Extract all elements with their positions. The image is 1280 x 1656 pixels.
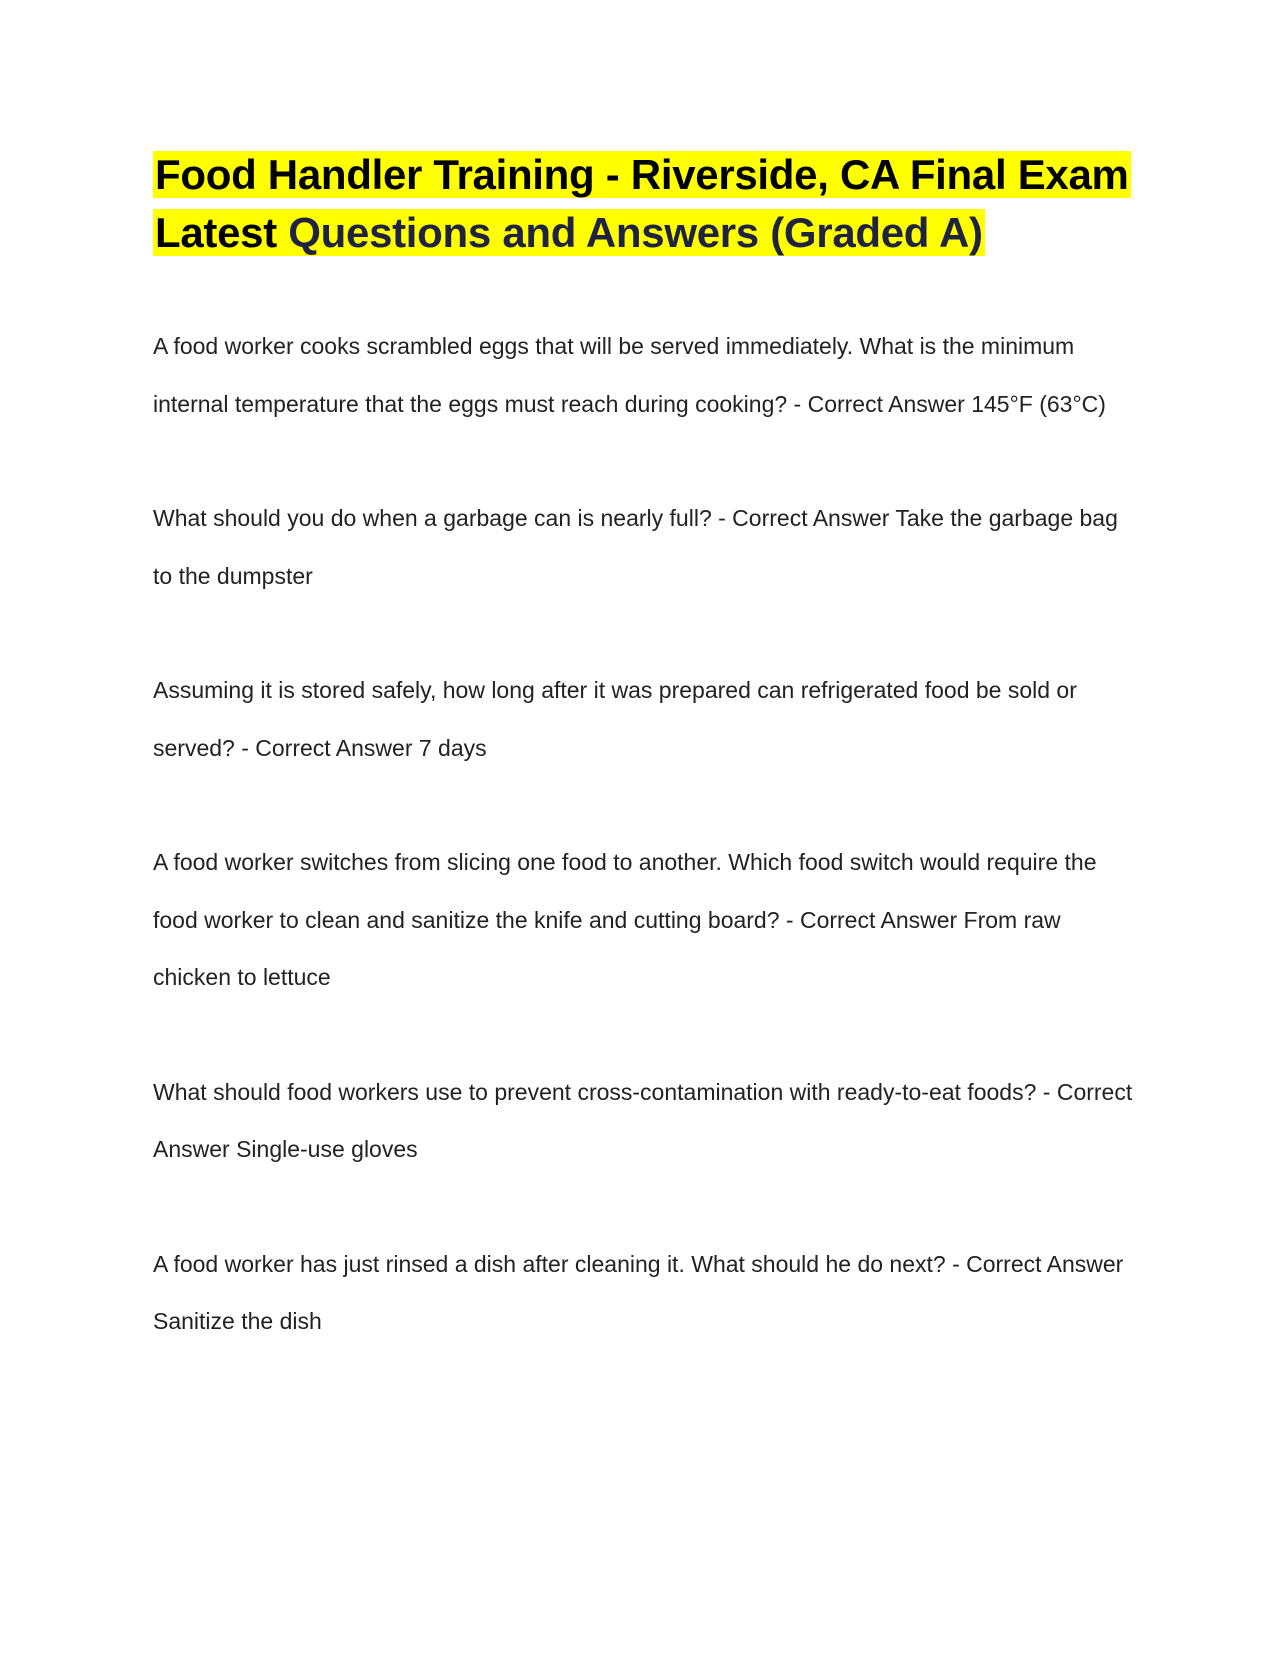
qa-item: Assuming it is stored safely, how long after it was prepared can refrigerated food be sold or served? - Correct Answer 7 days xyxy=(153,677,1077,761)
qa-item: A food worker switches from slicing one food to another. Which food switch would require the food worker to clean and sanitize the knife and cutting board? - Correct Answer From raw chicken to lettuce xyxy=(153,849,1097,990)
title-line2-black: Latest xyxy=(155,209,277,256)
title-highlight-line1 xyxy=(153,151,1131,198)
title-line1: Food Handler Training - Riverside, CA Final Exam xyxy=(155,151,1129,198)
qa-item: What should food workers use to prevent cross-contamination with ready-to-eat foods? - Correct Answer Single-use gloves xyxy=(153,1078,1133,1162)
qa-item: A food worker has just rinsed a dish after cleaning it. What should he do next? - Correct Answer Sanitize the dish xyxy=(153,1250,1124,1334)
qa-item: A food worker cooks scrambled eggs that will be served immediately. What is the minimum internal temperature that the eggs must reach during cooking? - Correct Answer 145°F (63°C) xyxy=(153,333,1106,417)
qa-list xyxy=(153,318,1133,1408)
title-line2-dark: Questions and Answers (Graded A) xyxy=(288,209,983,256)
title-highlight-line2 xyxy=(153,209,985,256)
qa-item: What should you do when a garbage can is nearly full? - Correct Answer Take the garbage bag to the dumpster xyxy=(153,505,1118,589)
document-title xyxy=(153,146,1133,262)
